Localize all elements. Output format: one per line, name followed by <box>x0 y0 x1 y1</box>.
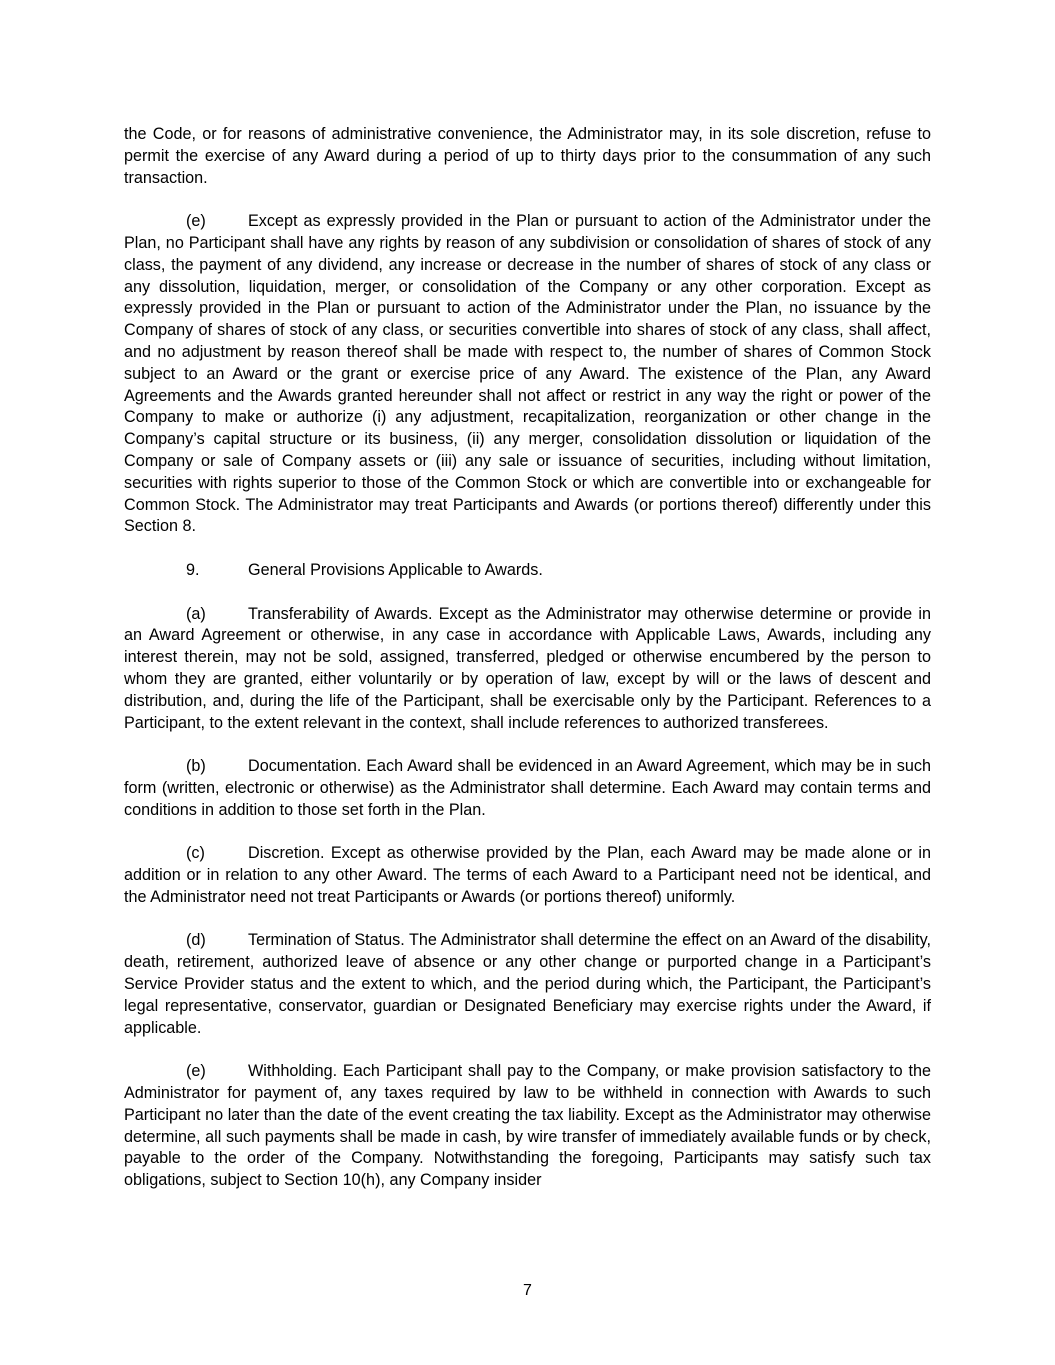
paragraph-continuation: the Code, or for reasons of administrative convenience, the Administrator may, in its sole discretion, refuse to permit the exercise of any Award during a period of up to thirty days prior to the consummation of any such transaction. <box>124 125 931 187</box>
clause-label-9e: (e) <box>186 1062 206 1081</box>
document-page <box>124 124 931 1192</box>
paragraph-9d <box>124 930 931 1039</box>
paragraph-9a <box>124 604 931 735</box>
clause-label-9b: (b) <box>186 757 206 776</box>
clause-label-9a: (a) <box>186 604 206 623</box>
clause-text-8e: Except as expressly provided in the Plan or pursuant to action of the Administrator under the Plan, no Participant shall have any rights by reason of any subdivision or consolidation of shares of stock of any class, the payment of any dividend, any increase or decrease in the number of shares of stock of any class or any dissolution, liquidation, merger, or consolidation of the Company or any other corporation. Except as expressly provided in the Plan or pursuant to action of the Administrator under the Plan, no issuance by the Company of shares of stock of any class, or securities convertible into shares of stock of any class, shall affect, and no adjustment by reason thereof shall be made with respect to, the number of shares of Common Stock subject to an Award or the grant or exercise price of any Award. The existence of the Plan, any Award Agreements and the Awards granted hereunder shall not affect or restrict in any way the right or power of the Company to make or authorize (i) any adjustment, recapitalization, reorganization or other change in the Company’s capital structure or its business, (ii) any merger, consolidation dissolution or liquidation of the Company or sale of Company assets or (iii) any sale or issuance of securities, including without limitation, securities with rights superior to those of the Common Stock or which are convertible into or exchangeable for Common Stock. The Administrator may treat Participants and Awards (or portions thereof) differently under this Section 8. <box>124 212 931 536</box>
clause-label-8e: (e) <box>186 212 206 231</box>
page-number: 7 <box>523 1282 532 1299</box>
paragraph-9c <box>124 843 931 908</box>
paragraph-9e <box>124 1061 931 1192</box>
clause-text-9a: Transferability of Awards. Except as the Administrator may otherwise determine or provide in an Award Agreement or otherwise, in any case in accordance with Applicable Laws, Awards, including any interest therein, may not be sold, assigned, transferred, pledged or otherwise encumbered by the person to whom they are granted, either voluntarily or by operation of law, except by will or the laws of descent and distribution, and, during the life of the Participant, shall be exercisable only by the Participant. References to a Participant, to the extent relevant in the context, shall include references to authorized transferees. <box>124 604 931 732</box>
clause-text-9d: Termination of Status. The Administrator shall determine the effect on an Award of the disability, death, retirement, authorized leave of absence or any other change or purported change in a Participant’s Service Provider status and the extent to which, and the period during which, the Participant, the Participant’s legal representative, conservator, guardian or Designated Beneficiary may exercise rights under the Award, if applicable. <box>124 931 931 1037</box>
clause-label-9c: (c) <box>186 844 205 863</box>
clause-text-9e: Withholding. Each Participant shall pay to the Company, or make provision satisfactory to the Administrator for payment of, any taxes required by law to be withheld in connection with Awards to such Participant no later than the date of the event creating the tax liability. Except as the Administrator may otherwise determine, all such payments shall be made in cash, by wire transfer of immediately available funds or by check, payable to the order of the Company. Notwithstanding the foregoing, Participants may satisfy such tax obligations, subject to Section 10(h), any Company insider <box>124 1062 931 1190</box>
clause-text-9c: Discretion. Except as otherwise provided by the Plan, each Award may be made alone or in addition or in relation to any other Award. The terms of each Award to a Participant need not be identical, and the Administrator need not treat Participants or Awards (or portions thereof) uniformly. <box>124 844 931 906</box>
section-title-9: General Provisions Applicable to Awards. <box>248 560 543 579</box>
clause-label-9d: (d) <box>186 931 206 950</box>
section-number-9: 9. <box>186 560 200 579</box>
paragraph-9b <box>124 756 931 821</box>
paragraph-8e <box>124 211 931 538</box>
section-heading-9 <box>124 560 931 582</box>
clause-text-9b: Documentation. Each Award shall be evidenced in an Award Agreement, which may be in such form (written, electronic or otherwise) as the Administrator shall determine. Each Award may contain terms and conditions in addition to those set forth in the Plan. <box>124 757 931 819</box>
